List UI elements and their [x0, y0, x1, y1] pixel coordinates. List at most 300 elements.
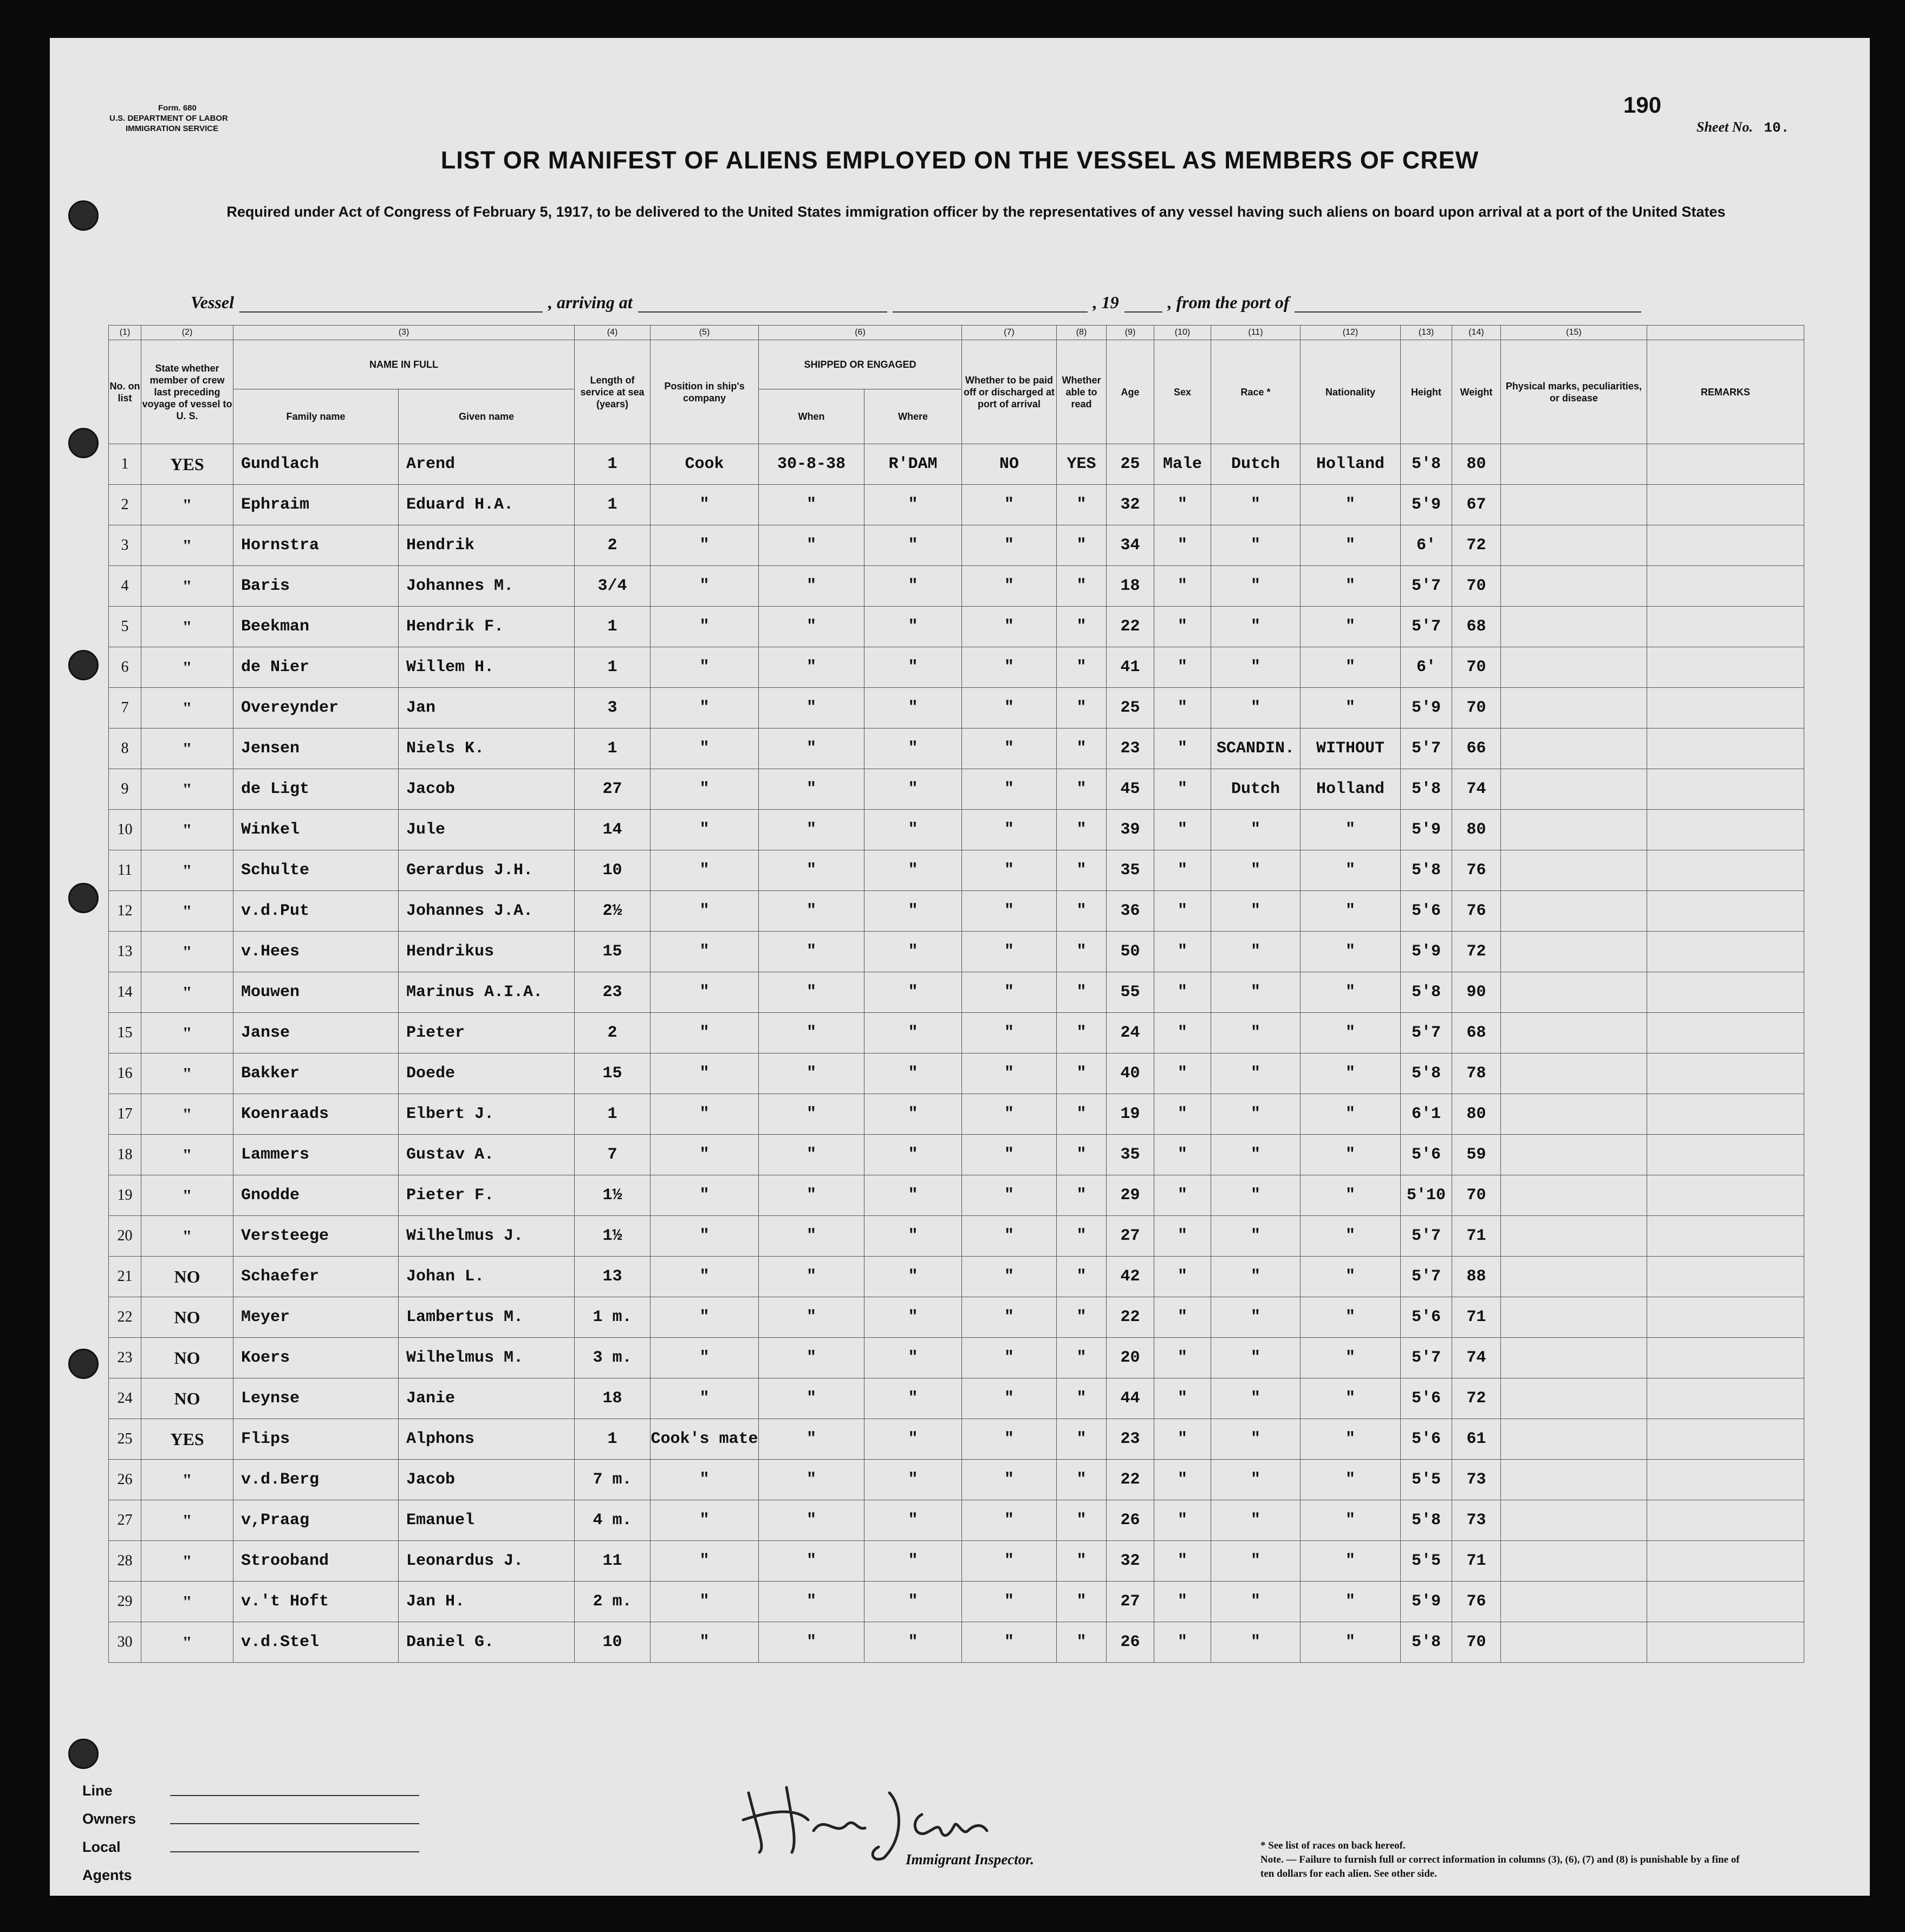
- length-of-service-cell: 27: [575, 769, 651, 810]
- given-name-cell: Daniel G.: [399, 1622, 575, 1663]
- height-cell: 5'9: [1401, 1582, 1452, 1622]
- year-field[interactable]: [1124, 296, 1162, 313]
- height-cell: 5'8: [1401, 444, 1452, 485]
- height-cell: 5'9: [1401, 485, 1452, 525]
- able-to-read-cell: ": [1057, 810, 1107, 850]
- shipped-when-cell: ": [759, 688, 864, 728]
- crew-previous-voyage-cell: ": [141, 647, 233, 688]
- height-cell: 5'7: [1401, 1338, 1452, 1378]
- height-cell: 5'7: [1401, 1257, 1452, 1297]
- given-name-cell: Emanuel: [399, 1500, 575, 1541]
- column-number: (6): [759, 326, 962, 340]
- crew-previous-voyage-cell: YES: [141, 444, 233, 485]
- position-cell: ": [651, 1460, 759, 1500]
- race-cell: ": [1211, 1094, 1301, 1135]
- family-name-cell: v.d.Stel: [233, 1622, 399, 1663]
- crew-previous-voyage-cell: NO: [141, 1338, 233, 1378]
- paid-off-cell: ": [962, 1582, 1057, 1622]
- remarks-cell: [1647, 891, 1804, 932]
- from-port-field[interactable]: [1295, 296, 1641, 313]
- race-cell: ": [1211, 1419, 1301, 1460]
- remarks-cell: [1647, 1378, 1804, 1419]
- paid-off-cell: ": [962, 525, 1057, 566]
- vessel-field[interactable]: [239, 296, 543, 313]
- owners-label: Owners: [82, 1811, 136, 1827]
- header-remarks: REMARKS: [1647, 340, 1804, 444]
- crew-row: [109, 647, 1804, 688]
- given-name-cell: Gustav A.: [399, 1135, 575, 1175]
- shipped-where-cell: ": [864, 525, 962, 566]
- sex-cell: ": [1154, 688, 1211, 728]
- nationality-cell: ": [1301, 891, 1401, 932]
- year-label: , 19: [1093, 292, 1119, 312]
- row-number-cell: 6: [109, 647, 141, 688]
- paid-off-cell: ": [962, 1338, 1057, 1378]
- nationality-cell: ": [1301, 1419, 1401, 1460]
- age-cell: 35: [1107, 850, 1154, 891]
- able-to-read-cell: ": [1057, 1175, 1107, 1216]
- paid-off-cell: ": [962, 1094, 1057, 1135]
- crew-previous-voyage-cell: ": [141, 1622, 233, 1663]
- row-number-cell: 5: [109, 607, 141, 647]
- length-of-service-cell: 1 m.: [575, 1297, 651, 1338]
- sex-cell: ": [1154, 1013, 1211, 1053]
- crew-row: [109, 1094, 1804, 1135]
- height-cell: 5'10: [1401, 1175, 1452, 1216]
- remarks-cell: [1647, 525, 1804, 566]
- nationality-cell: ": [1301, 1582, 1401, 1622]
- position-cell: ": [651, 1013, 759, 1053]
- length-of-service-cell: 1: [575, 1094, 651, 1135]
- crew-row: [109, 1460, 1804, 1500]
- footer-agent-fields: [82, 1777, 419, 1889]
- crew-row: [109, 1338, 1804, 1378]
- row-number-cell: 17: [109, 1094, 141, 1135]
- length-of-service-cell: 18: [575, 1378, 651, 1419]
- crew-row: [109, 1582, 1804, 1622]
- binding-hole: [68, 1739, 99, 1769]
- able-to-read-cell: ": [1057, 1338, 1107, 1378]
- row-number-cell: 25: [109, 1419, 141, 1460]
- height-cell: 6'1: [1401, 1094, 1452, 1135]
- length-of-service-cell: 1: [575, 607, 651, 647]
- able-to-read-cell: ": [1057, 1500, 1107, 1541]
- position-cell: ": [651, 1053, 759, 1094]
- header-able-to-read: Whether able to read: [1057, 340, 1107, 444]
- nationality-cell: ": [1301, 566, 1401, 607]
- row-number-cell: 19: [109, 1175, 141, 1216]
- position-cell: ": [651, 1622, 759, 1663]
- shipped-where-cell: ": [864, 1013, 962, 1053]
- binding-hole: [68, 200, 99, 231]
- family-name-cell: Lammers: [233, 1135, 399, 1175]
- row-number-cell: 9: [109, 769, 141, 810]
- row-number-cell: 12: [109, 891, 141, 932]
- race-cell: ": [1211, 1297, 1301, 1338]
- race-cell: ": [1211, 485, 1301, 525]
- nationality-cell: ": [1301, 1297, 1401, 1338]
- sex-cell: ": [1154, 1460, 1211, 1500]
- row-number-cell: 20: [109, 1216, 141, 1257]
- crew-manifest-table: [108, 325, 1804, 1663]
- crew-previous-voyage-cell: ": [141, 1175, 233, 1216]
- shipped-where-cell: ": [864, 566, 962, 607]
- remarks-cell: [1647, 1094, 1804, 1135]
- header-shipped-engaged: SHIPPED OR ENGAGED: [759, 340, 962, 389]
- given-name-cell: Eduard H.A.: [399, 485, 575, 525]
- remarks-cell: [1647, 1013, 1804, 1053]
- weight-cell: 70: [1452, 1175, 1501, 1216]
- able-to-read-cell: ": [1057, 1257, 1107, 1297]
- weight-cell: 74: [1452, 1338, 1501, 1378]
- manifest-page: [50, 38, 1870, 1896]
- height-cell: 5'7: [1401, 1216, 1452, 1257]
- given-name-cell: Arend: [399, 444, 575, 485]
- shipped-where-cell: ": [864, 1460, 962, 1500]
- shipped-where-cell: ": [864, 728, 962, 769]
- weight-cell: 72: [1452, 525, 1501, 566]
- weight-cell: 73: [1452, 1460, 1501, 1500]
- crew-row: [109, 932, 1804, 972]
- race-cell: ": [1211, 1541, 1301, 1582]
- crew-previous-voyage-cell: ": [141, 891, 233, 932]
- able-to-read-cell: ": [1057, 1419, 1107, 1460]
- header-sex: Sex: [1154, 340, 1211, 444]
- remarks-cell: [1647, 485, 1804, 525]
- paid-off-cell: ": [962, 607, 1057, 647]
- paid-off-cell: ": [962, 1257, 1057, 1297]
- length-of-service-cell: 10: [575, 1622, 651, 1663]
- race-cell: ": [1211, 607, 1301, 647]
- height-cell: 5'6: [1401, 891, 1452, 932]
- crew-row: [109, 1135, 1804, 1175]
- able-to-read-cell: ": [1057, 891, 1107, 932]
- family-name-cell: v.Hees: [233, 932, 399, 972]
- height-cell: 5'9: [1401, 688, 1452, 728]
- race-cell: ": [1211, 1216, 1301, 1257]
- age-cell: 20: [1107, 1338, 1154, 1378]
- nationality-cell: ": [1301, 525, 1401, 566]
- family-name-cell: Hornstra: [233, 525, 399, 566]
- family-name-cell: Winkel: [233, 810, 399, 850]
- paid-off-cell: ": [962, 1419, 1057, 1460]
- length-of-service-cell: 15: [575, 932, 651, 972]
- physical-marks-cell: [1501, 850, 1647, 891]
- shipped-when-cell: ": [759, 1013, 864, 1053]
- paid-off-cell: ": [962, 1500, 1057, 1541]
- column-number: (15): [1501, 326, 1647, 340]
- race-cell: ": [1211, 891, 1301, 932]
- header-where: Where: [864, 389, 962, 444]
- able-to-read-cell: ": [1057, 1622, 1107, 1663]
- height-cell: 5'8: [1401, 769, 1452, 810]
- row-number-cell: 4: [109, 566, 141, 607]
- nationality-cell: ": [1301, 1053, 1401, 1094]
- position-cell: ": [651, 647, 759, 688]
- age-cell: 22: [1107, 607, 1154, 647]
- shipped-where-cell: ": [864, 607, 962, 647]
- age-cell: 26: [1107, 1622, 1154, 1663]
- crew-previous-voyage-cell: ": [141, 485, 233, 525]
- family-name-cell: Mouwen: [233, 972, 399, 1013]
- sex-cell: Male: [1154, 444, 1211, 485]
- crew-previous-voyage-cell: ": [141, 972, 233, 1013]
- height-cell: 5'7: [1401, 566, 1452, 607]
- paid-off-cell: ": [962, 972, 1057, 1013]
- weight-cell: 72: [1452, 1378, 1501, 1419]
- nationality-cell: ": [1301, 810, 1401, 850]
- header-paid-off: Whether to be paid off or discharged at port of arrival: [962, 340, 1057, 444]
- length-of-service-cell: 4 m.: [575, 1500, 651, 1541]
- page-number: 190: [1623, 92, 1662, 118]
- remarks-cell: [1647, 1541, 1804, 1582]
- header-race: Race *: [1211, 340, 1301, 444]
- nationality-cell: ": [1301, 850, 1401, 891]
- shipped-when-cell: ": [759, 1582, 864, 1622]
- row-number-cell: 18: [109, 1135, 141, 1175]
- row-number-cell: 14: [109, 972, 141, 1013]
- age-cell: 35: [1107, 1135, 1154, 1175]
- paid-off-cell: ": [962, 647, 1057, 688]
- remarks-cell: [1647, 444, 1804, 485]
- nationality-cell: ": [1301, 1500, 1401, 1541]
- shipped-when-cell: ": [759, 485, 864, 525]
- vessel-line: [191, 292, 1756, 313]
- weight-cell: 80: [1452, 1094, 1501, 1135]
- crew-row: [109, 485, 1804, 525]
- position-cell: ": [651, 932, 759, 972]
- crew-row: [109, 444, 1804, 485]
- position-cell: ": [651, 1297, 759, 1338]
- remarks-cell: [1647, 1297, 1804, 1338]
- physical-marks-cell: [1501, 891, 1647, 932]
- weight-cell: 76: [1452, 1582, 1501, 1622]
- crew-previous-voyage-cell: ": [141, 525, 233, 566]
- length-of-service-cell: 14: [575, 810, 651, 850]
- given-name-cell: Gerardus J.H.: [399, 850, 575, 891]
- column-number: (13): [1401, 326, 1452, 340]
- physical-marks-cell: [1501, 1378, 1647, 1419]
- crew-row: [109, 1622, 1804, 1663]
- sex-cell: ": [1154, 728, 1211, 769]
- shipped-where-cell: ": [864, 1216, 962, 1257]
- age-cell: 34: [1107, 525, 1154, 566]
- family-name-cell: Gundlach: [233, 444, 399, 485]
- weight-cell: 68: [1452, 607, 1501, 647]
- crew-row: [109, 1175, 1804, 1216]
- row-number-cell: 24: [109, 1378, 141, 1419]
- able-to-read-cell: ": [1057, 932, 1107, 972]
- family-name-cell: de Ligt: [233, 769, 399, 810]
- family-name-cell: v.d.Put: [233, 891, 399, 932]
- position-cell: ": [651, 1216, 759, 1257]
- column-number: (5): [651, 326, 759, 340]
- physical-marks-cell: [1501, 1175, 1647, 1216]
- crew-row: [109, 891, 1804, 932]
- crew-previous-voyage-cell: ": [141, 566, 233, 607]
- row-number-cell: 16: [109, 1053, 141, 1094]
- row-number-cell: 2: [109, 485, 141, 525]
- race-cell: ": [1211, 1500, 1301, 1541]
- shipped-where-cell: ": [864, 810, 962, 850]
- age-cell: 36: [1107, 891, 1154, 932]
- race-cell: Dutch: [1211, 444, 1301, 485]
- crew-row: [109, 1500, 1804, 1541]
- header-physical-marks: Physical marks, peculiarities, or disease: [1501, 340, 1647, 444]
- weight-cell: 80: [1452, 444, 1501, 485]
- remarks-cell: [1647, 850, 1804, 891]
- sex-cell: ": [1154, 1216, 1211, 1257]
- given-name-cell: Jule: [399, 810, 575, 850]
- row-number-cell: 11: [109, 850, 141, 891]
- race-cell: ": [1211, 1338, 1301, 1378]
- paid-off-cell: ": [962, 1135, 1057, 1175]
- family-name-cell: Leynse: [233, 1378, 399, 1419]
- header-family-name: Family name: [233, 389, 399, 444]
- sex-cell: ": [1154, 566, 1211, 607]
- shipped-when-cell: ": [759, 972, 864, 1013]
- column-number: (2): [141, 326, 233, 340]
- weight-cell: 80: [1452, 810, 1501, 850]
- shipped-where-cell: ": [864, 1500, 962, 1541]
- sex-cell: ": [1154, 972, 1211, 1013]
- height-cell: 5'7: [1401, 1013, 1452, 1053]
- given-name-cell: Johannes J.A.: [399, 891, 575, 932]
- sex-cell: ": [1154, 1541, 1211, 1582]
- paid-off-cell: ": [962, 850, 1057, 891]
- physical-marks-cell: [1501, 769, 1647, 810]
- crew-previous-voyage-cell: ": [141, 850, 233, 891]
- row-number-cell: 23: [109, 1338, 141, 1378]
- length-of-service-cell: 1½: [575, 1175, 651, 1216]
- local-agents-field[interactable]: [170, 1833, 419, 1852]
- height-cell: 6': [1401, 525, 1452, 566]
- given-name-cell: Pieter: [399, 1013, 575, 1053]
- sex-cell: ": [1154, 1378, 1211, 1419]
- height-cell: 5'8: [1401, 1622, 1452, 1663]
- able-to-read-cell: ": [1057, 1297, 1107, 1338]
- family-name-cell: Beekman: [233, 607, 399, 647]
- paid-off-cell: ": [962, 932, 1057, 972]
- remarks-cell: [1647, 566, 1804, 607]
- able-to-read-cell: ": [1057, 1216, 1107, 1257]
- given-name-cell: Alphons: [399, 1419, 575, 1460]
- crew-row: [109, 810, 1804, 850]
- weight-cell: 90: [1452, 972, 1501, 1013]
- shipped-where-cell: ": [864, 1053, 962, 1094]
- age-cell: 55: [1107, 972, 1154, 1013]
- row-number-cell: 29: [109, 1582, 141, 1622]
- shipped-where-cell: ": [864, 850, 962, 891]
- weight-cell: 71: [1452, 1216, 1501, 1257]
- age-cell: 32: [1107, 1541, 1154, 1582]
- height-cell: 5'5: [1401, 1460, 1452, 1500]
- physical-marks-cell: [1501, 1419, 1647, 1460]
- row-number-cell: 30: [109, 1622, 141, 1663]
- length-of-service-cell: 10: [575, 850, 651, 891]
- shipped-when-cell: ": [759, 1297, 864, 1338]
- height-cell: 5'6: [1401, 1378, 1452, 1419]
- family-name-cell: v,Praag: [233, 1500, 399, 1541]
- age-cell: 41: [1107, 647, 1154, 688]
- race-cell: ": [1211, 1135, 1301, 1175]
- family-name-cell: de Nier: [233, 647, 399, 688]
- remarks-cell: [1647, 1257, 1804, 1297]
- given-name-cell: Jan: [399, 688, 575, 728]
- given-name-cell: Marinus A.I.A.: [399, 972, 575, 1013]
- given-name-cell: Willem H.: [399, 647, 575, 688]
- shipped-when-cell: ": [759, 647, 864, 688]
- age-cell: 32: [1107, 485, 1154, 525]
- arrival-port-field[interactable]: [638, 296, 887, 313]
- shipped-when-cell: ": [759, 1378, 864, 1419]
- owners-field[interactable]: [170, 1805, 419, 1824]
- crew-row: [109, 1257, 1804, 1297]
- shipped-where-cell: ": [864, 1582, 962, 1622]
- length-of-service-cell: 3/4: [575, 566, 651, 607]
- column-number: (1): [109, 326, 141, 340]
- weight-cell: 70: [1452, 1622, 1501, 1663]
- family-name-cell: Strooband: [233, 1541, 399, 1582]
- row-number-cell: 8: [109, 728, 141, 769]
- able-to-read-cell: ": [1057, 1541, 1107, 1582]
- height-cell: 5'8: [1401, 972, 1452, 1013]
- shipped-when-cell: ": [759, 1257, 864, 1297]
- physical-marks-cell: [1501, 1135, 1647, 1175]
- paid-off-cell: ": [962, 810, 1057, 850]
- race-cell: ": [1211, 810, 1301, 850]
- crew-previous-voyage-cell: ": [141, 1094, 233, 1135]
- shipped-where-cell: ": [864, 972, 962, 1013]
- crew-previous-voyage-cell: ": [141, 1541, 233, 1582]
- column-number: (14): [1452, 326, 1501, 340]
- shipped-where-cell: ": [864, 932, 962, 972]
- position-cell: ": [651, 485, 759, 525]
- physical-marks-cell: [1501, 1013, 1647, 1053]
- crew-row: [109, 1541, 1804, 1582]
- weight-cell: 73: [1452, 1500, 1501, 1541]
- header-crew-last-voyage: State whether member of crew last preceding voyage of vessel to U. S.: [141, 340, 233, 444]
- binding-hole: [68, 883, 99, 913]
- age-cell: 27: [1107, 1582, 1154, 1622]
- race-cell: ": [1211, 525, 1301, 566]
- paid-off-cell: ": [962, 688, 1057, 728]
- shipped-where-cell: ": [864, 1622, 962, 1663]
- age-cell: 19: [1107, 1094, 1154, 1135]
- sex-cell: ": [1154, 891, 1211, 932]
- line-field[interactable]: [170, 1777, 419, 1796]
- sex-cell: ": [1154, 1053, 1211, 1094]
- age-cell: 42: [1107, 1257, 1154, 1297]
- crew-previous-voyage-cell: ": [141, 932, 233, 972]
- physical-marks-cell: [1501, 1094, 1647, 1135]
- race-cell: ": [1211, 688, 1301, 728]
- sex-cell: ": [1154, 1094, 1211, 1135]
- shipped-when-cell: ": [759, 891, 864, 932]
- weight-cell: 59: [1452, 1135, 1501, 1175]
- weight-cell: 88: [1452, 1257, 1501, 1297]
- race-cell: ": [1211, 1582, 1301, 1622]
- sex-cell: ": [1154, 850, 1211, 891]
- height-cell: 6': [1401, 647, 1452, 688]
- physical-marks-cell: [1501, 444, 1647, 485]
- race-cell: ": [1211, 1053, 1301, 1094]
- shipped-where-cell: ": [864, 647, 962, 688]
- sheet-value: 10.: [1764, 120, 1790, 136]
- shipped-where-cell: ": [864, 1297, 962, 1338]
- weight-cell: 70: [1452, 566, 1501, 607]
- arrival-date-field[interactable]: [893, 296, 1088, 313]
